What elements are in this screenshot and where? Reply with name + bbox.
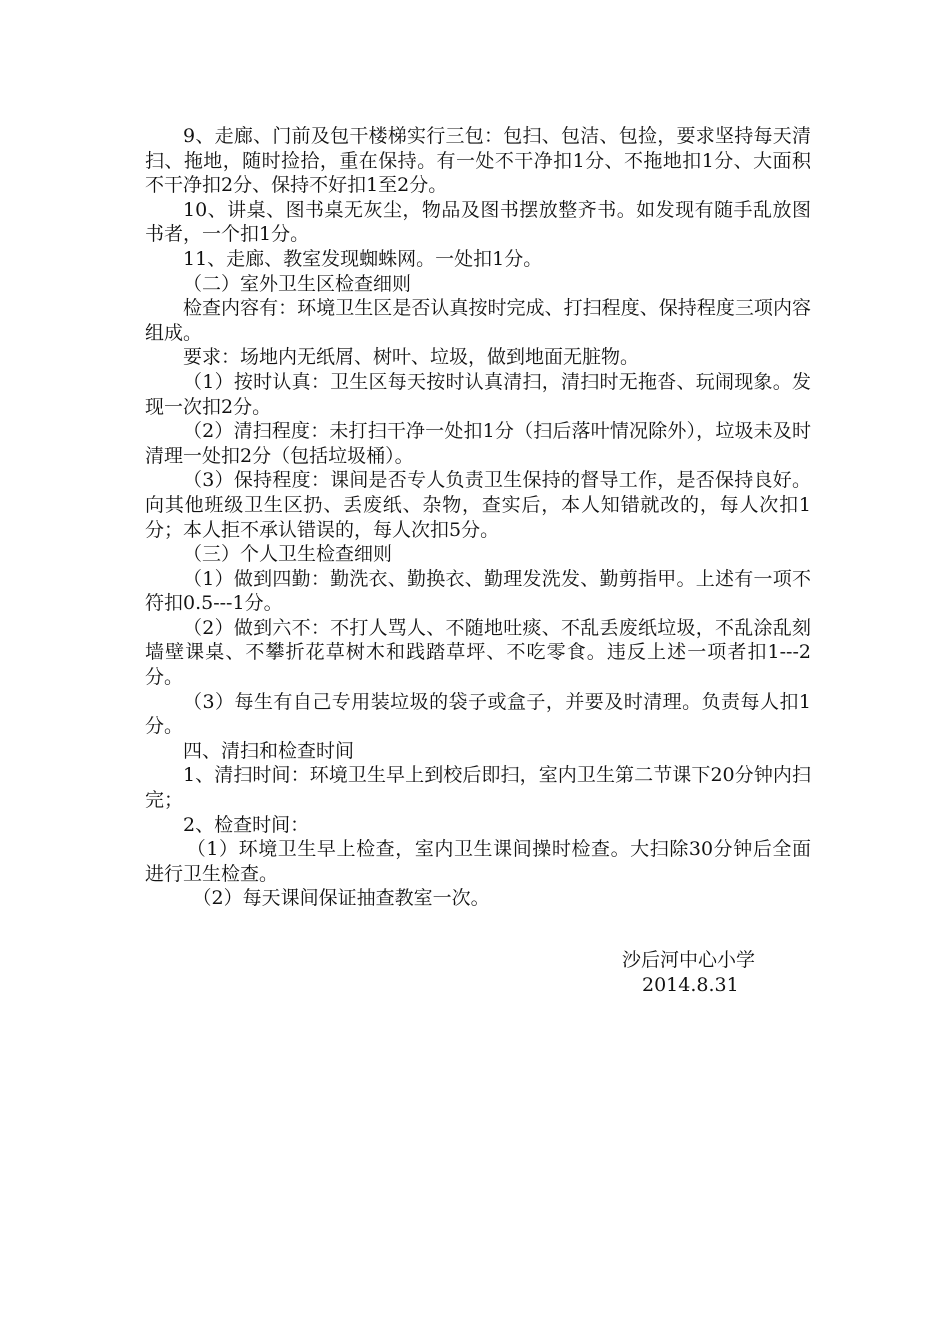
paragraph-check-time: 2、检查时间： bbox=[183, 813, 310, 836]
paragraph-check-time-2: （2）每天课间保证抽查教室一次。 bbox=[192, 887, 490, 910]
paragraph-personal-3: （3）每生有自己专用装垃圾的袋子或盒子，并要及时清理。负责每人扣1分。 bbox=[145, 690, 811, 738]
paragraph-requirements: 要求：场地内无纸屑、树叶、垃圾，做到地面无脏物。 bbox=[183, 346, 640, 369]
paragraph-personal-2: （2）做到六不：不打人骂人、不随地吐痰、不乱丢废纸垃圾，不乱涂乱刻墙壁课桌、不攀折花草树木和践踏草坪、不吃零食。违反上述一项者扣1---2分。 bbox=[145, 616, 811, 689]
paragraph-personal-1: （1）做到四勤：勤洗衣、勤换衣、勤理发洗发、勤剪指甲。上述有一项不符扣0.5---1分。 bbox=[145, 567, 811, 615]
paragraph-clean-time: 1、清扫时间：环境卫生早上到校后即扫，室内卫生第二节课下20分钟内扫完； bbox=[145, 764, 811, 812]
signature-org: 沙后河中心小学 bbox=[622, 949, 756, 971]
paragraph-outdoor-1: （1）按时认真：卫生区每天按时认真清扫，清扫时无拖沓、玩闹现象。发现一次扣2分。 bbox=[145, 370, 811, 418]
document-body bbox=[145, 124, 811, 911]
paragraph-item-11: 11、走廊、教室发现蜘蛛网。一处扣1分。 bbox=[183, 247, 543, 270]
paragraph-item-10: 10、讲桌、图书桌无灰尘，物品及图书摆放整齐书。如发现有随手乱放图书者，一个扣1分。 bbox=[145, 198, 811, 246]
signature-date: 2014.8.31 bbox=[642, 973, 739, 996]
section-heading-outdoor: （二）室外卫生区检查细则 bbox=[183, 272, 412, 295]
signature-block bbox=[622, 948, 812, 997]
section-heading-personal: （三）个人卫生检查细则 bbox=[183, 543, 393, 566]
paragraph-item-9: 9、走廊、门前及包干楼梯实行三包：包扫、包洁、包捡，要求坚持每天清扫、拖地，随时捡拾，重在保持。有一处不干净扣1分、不拖地扣1分、大面积不干净扣2分、保持不好扣1至2分。 bbox=[145, 125, 811, 197]
section-heading-schedule: 四、清扫和检查时间 bbox=[183, 739, 355, 762]
paragraph-check-time-1: （1）环境卫生早上检查，室内卫生课间操时检查。大扫除30分钟后全面进行卫生检查。 bbox=[145, 838, 811, 885]
paragraph-outdoor-2: （2）清扫程度：未打扫干净一处扣1分（扫后落叶情况除外），垃圾未及时清理一处扣2分（包括垃圾桶）。 bbox=[145, 420, 811, 467]
paragraph-outdoor-3: （3）保持程度：课间是否专人负责卫生保持的督导工作，是否保持良好。向其他班级卫生区扔、丢废纸、杂物，查实后，本人知错就改的，每人次扣1分；本人拒不承认错误的，每人次扣5分。 bbox=[145, 469, 811, 541]
paragraph-check-content: 检查内容有：环境卫生区是否认真按时完成、打扫程度、保持程度三项内容组成。 bbox=[145, 297, 811, 344]
